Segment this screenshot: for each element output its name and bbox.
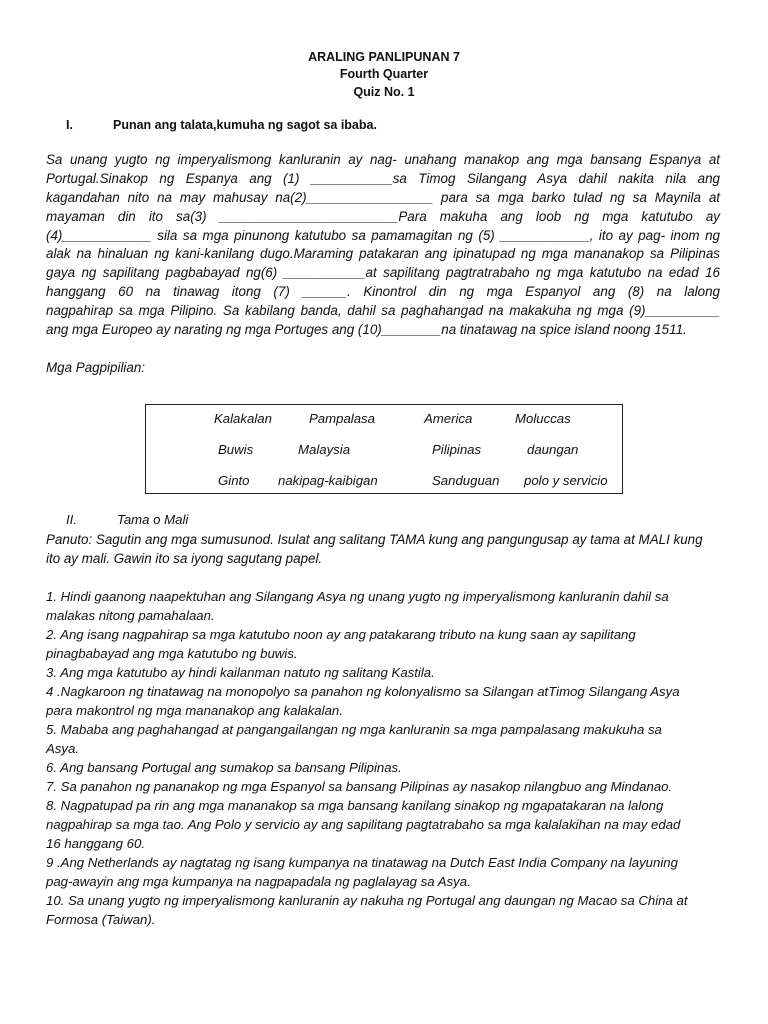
item-line: 5. Mababa ang paghahangad at pangangailangan ng mga kanluranin sa mga pampalasang makukuha sa <box>46 722 662 737</box>
item-line: nagpahirap sa mga tao. Ang Polo y servicio ay ang sapilitang pagtatrabaho sa mga kalalakihan na may edad <box>46 817 681 832</box>
choice-item: Pilipinas <box>432 442 482 457</box>
item-line: 4 .Nagkaroon ng tinatawag na monopolyo sa panahon ng kolonyalismo sa Silangan atTimog Silangang Asya <box>46 684 680 699</box>
paragraph-line: Portugal.Sinakop ng Espanya ang (1) ___________sa Timog Silangang Asya dahil nakita nila ang <box>46 170 720 186</box>
item-line: pag-awayin ang mga kumpanya na nagpapadala ng paglalayag sa Asya. <box>46 874 471 889</box>
paragraph-line: hanggang 60 na tinawag itong (7) ______. Kinontrol din ng mga Espanyol ang (8) na lalong <box>46 284 720 300</box>
instruction-line: Panuto: Sagutin ang mga sumusunod. Isulat ang salitang TAMA kung ang pangungusap ay tama at MALI kung <box>46 532 703 547</box>
subject-title: ARALING PANLIPUNAN 7 <box>308 50 460 64</box>
paragraph-line: gaya ng sapilitang pagbabayad ng(6) ___________at sapilitang pagtratrabaho ng mga katutubo na edad 16 <box>46 265 720 281</box>
item-line: pinagbabayad ang mga katutubo ng buwis. <box>46 646 298 661</box>
section-1-title: Punan ang talata,kumuha ng sagot sa ibaba. <box>113 118 377 132</box>
true-false-items <box>46 587 726 929</box>
item-line: 3. Ang mga katutubo ay hindi kailanman natuto ng salitang Kastila. <box>46 665 435 680</box>
choice-item: daungan <box>527 442 579 457</box>
item-line: 1. Hindi gaanong naapektuhan ang Silangang Asya ng unang yugto ng imperyalismong kanluranin dahil sa <box>46 589 669 604</box>
item-line: 7. Sa panahon ng pananakop ng mga Espanyol sa bansang Pilipinas ay nasakop nilangbuo ang Mindanao. <box>46 779 673 794</box>
section-1-numeral: I. <box>66 118 73 132</box>
choice-item: Moluccas <box>515 411 571 426</box>
choice-item: polo y servicio <box>524 473 608 488</box>
paragraph-line: Sa unang yugto ng imperyalismong kanluranin ay nag- unahang manakop ang mga bansang Espanya at <box>46 152 720 167</box>
item-line: 16 hanggang 60. <box>46 836 146 851</box>
quiz-title: Quiz No. 1 <box>353 85 415 99</box>
choice-item: Malaysia <box>298 442 351 457</box>
item-line: 2. Ang isang nagpahirap sa mga katutubo noon ay ang patakarang tributo na kung saan ay sapilitang <box>46 627 636 642</box>
quarter-title: Fourth Quarter <box>339 67 429 81</box>
item-line: 10. Sa unang yugto ng imperyalismong kanluranin ay nakuha ng Portugal ang daungan ng Macao sa China at <box>46 893 688 908</box>
choice-item: Pampalasa <box>309 411 375 426</box>
section-2-title: Tama o Mali <box>117 512 189 527</box>
paragraph-line: nagpahirap sa mga Pilipino. Sa kabilang banda, dahil sa paghahangad na makakuha ng mga (9)__________ <box>46 303 720 319</box>
paragraph-line: kagandahan nito na may mahusay na(2)_________________ para sa mga barko tulad ng sa Maynila at <box>46 189 720 205</box>
choice-item: nakipag-kaibigan <box>278 473 378 488</box>
choice-item: America <box>424 411 473 426</box>
choice-item: Sanduguan <box>432 473 500 488</box>
choice-item: Ginto <box>218 473 250 488</box>
paragraph-line: ang mga Europeo ay narating ng mga Portuges ang (10)________na tinatawag na spice island noong 1511. <box>46 322 687 338</box>
item-line: 9 .Ang Netherlands ay nagtatag ng isang kumpanya na tinatawag na Dutch East India Company na layuning <box>46 855 678 870</box>
item-line: 8. Nagpatupad pa rin ang mga mananakop sa mga bansang kanilang sinakop ng mgapatakaran na lalong <box>46 798 664 813</box>
item-line: Formosa (Taiwan). <box>46 912 156 927</box>
instructions <box>46 530 726 568</box>
fill-in-paragraph <box>46 151 720 340</box>
choice-item: Buwis <box>218 442 254 457</box>
paragraph-line: mayaman din ito sa(3) ________________________Para makuha ang loob ng mga katutubo ay <box>46 208 720 224</box>
section-2-heading <box>66 512 189 527</box>
section-1-heading <box>66 117 377 134</box>
section-2-numeral: II. <box>66 512 77 527</box>
choices-label: Mga Pagpipilian: <box>46 360 146 375</box>
instruction-line: ito ay mali. Gawin ito sa iyong sagutang papel. <box>46 551 323 566</box>
item-line: malakas nitong pamahalaan. <box>46 608 215 623</box>
item-line: Asya. <box>46 741 79 756</box>
choice-item: Kalakalan <box>214 411 272 426</box>
item-line: para makontrol ng mga mananakop ang kalakalan. <box>46 703 343 718</box>
item-line: 6. Ang bansang Portugal ang sumakop sa bansang Pilipinas. <box>46 760 402 775</box>
choices-box <box>145 404 623 494</box>
paragraph-line: (4)____________ sila sa mga pinunong katutubo sa pamamagitan ng (5) ____________, ito ay pag- inom ng <box>46 227 720 243</box>
paragraph-line: alak na hinaluan ng kani-kanilang dugo.Maraming patakaran ang ipinatupad ng mga mananakop sa Pilipinas <box>46 246 720 262</box>
